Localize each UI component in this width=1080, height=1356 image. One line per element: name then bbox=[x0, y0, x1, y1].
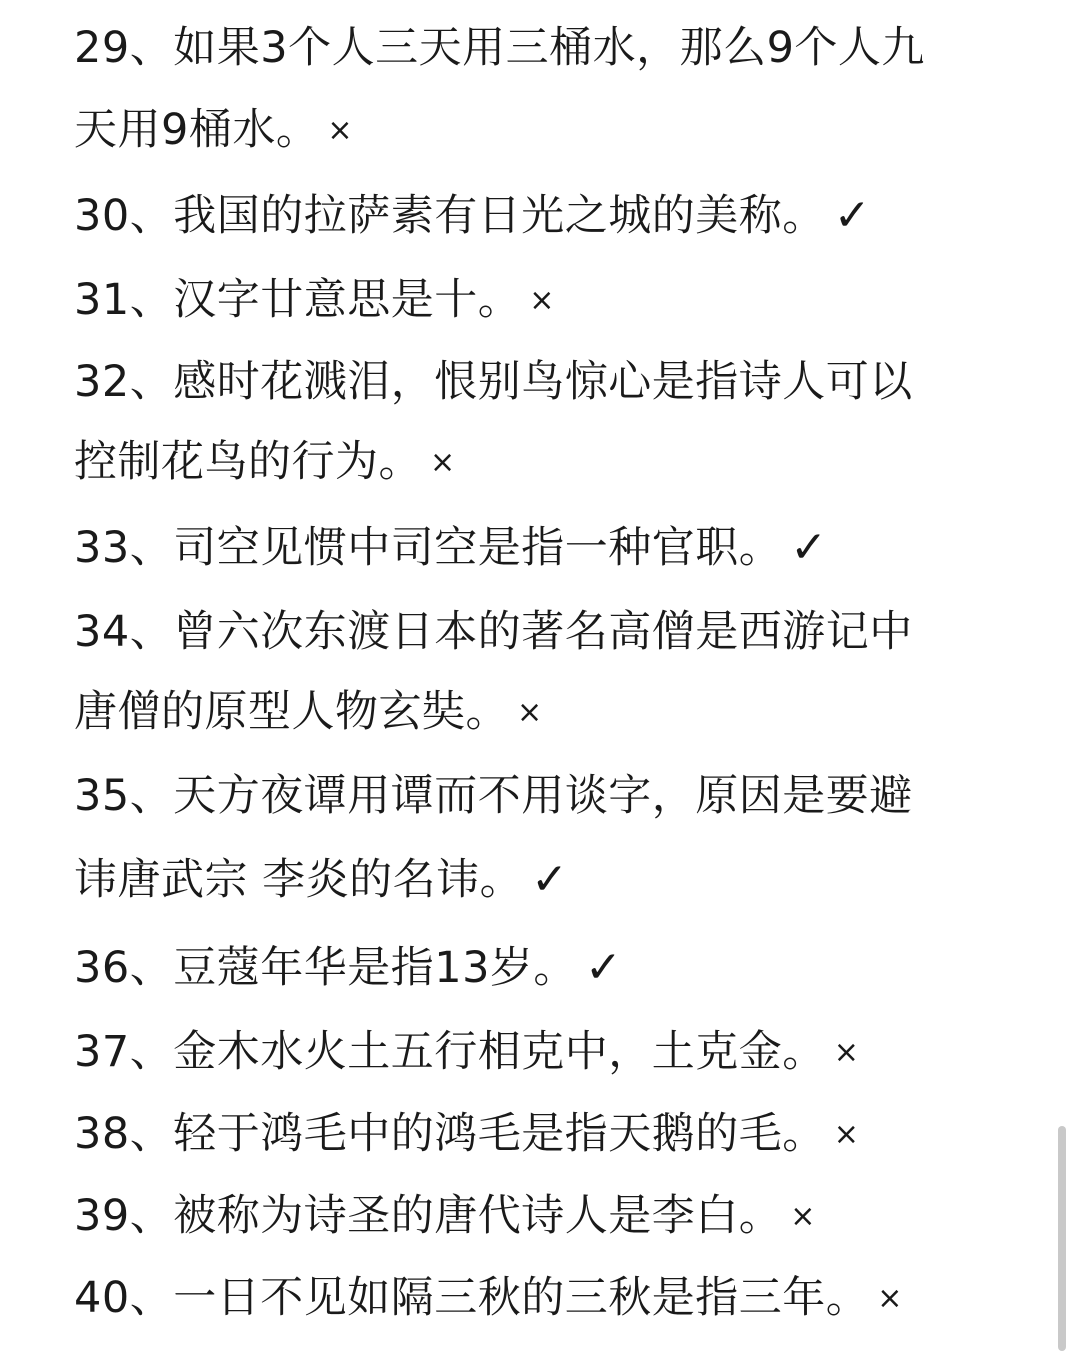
wrong-mark-icon: × bbox=[529, 283, 555, 318]
list-item-39 bbox=[74, 1186, 816, 1246]
list-item-text: 33、司空见惯中司空是指一种官职。 bbox=[74, 523, 783, 573]
list-item-text: 30、我国的拉萨素有日光之城的美称。 bbox=[74, 191, 826, 241]
wrong-mark-icon: × bbox=[833, 1117, 860, 1152]
correct-mark-icon: ✓ bbox=[531, 854, 569, 905]
list-item-36 bbox=[74, 938, 622, 998]
list-item-text: 天用9桶水。 bbox=[74, 105, 320, 155]
list-item-text: 控制花鸟的行为。 bbox=[74, 437, 422, 487]
list-item-text: 唐僧的原型人物玄奘。 bbox=[74, 687, 509, 737]
list-item-35-line-2 bbox=[74, 850, 569, 910]
list-item-text: 40、一日不见如隔三秋的三秋是指三年。 bbox=[74, 1273, 870, 1323]
list-item-29-line-1: 29、如果3个人三天用三桶水，那么9个人九 bbox=[74, 23, 925, 73]
correct-mark-icon: ✓ bbox=[790, 522, 828, 573]
wrong-mark-icon: × bbox=[430, 445, 456, 480]
list-item-30 bbox=[74, 186, 871, 246]
list-item-29-line-2 bbox=[74, 100, 353, 160]
correct-mark-icon: ✓ bbox=[833, 190, 872, 241]
scrollbar-thumb[interactable] bbox=[1058, 1126, 1066, 1351]
list-item-40 bbox=[74, 1268, 903, 1328]
list-item-38 bbox=[74, 1104, 859, 1164]
list-item-text: 36、豆蔻年华是指13岁。 bbox=[74, 943, 577, 993]
list-item-32-line-2 bbox=[74, 432, 456, 492]
list-item-text: 37、金木水火土五行相克中，土克金。 bbox=[74, 1027, 826, 1077]
wrong-mark-icon: × bbox=[877, 1281, 903, 1316]
list-item-text: 讳唐武宗 李炎的名讳。 bbox=[74, 855, 524, 905]
list-item-text: 38、轻于鸿毛中的鸿毛是指天鹅的毛。 bbox=[74, 1109, 826, 1159]
list-item-text: 31、汉字廿意思是十。 bbox=[74, 275, 522, 325]
list-item-35-line-1: 35、天方夜谭用谭而不用谈字，原因是要避 bbox=[74, 771, 913, 821]
list-item-34-line-2 bbox=[74, 682, 543, 742]
wrong-mark-icon: × bbox=[833, 1035, 860, 1070]
list-item-text: 39、被称为诗圣的唐代诗人是李白。 bbox=[74, 1191, 783, 1241]
wrong-mark-icon: × bbox=[517, 695, 543, 730]
list-item-33 bbox=[74, 518, 828, 578]
list-item-31 bbox=[74, 270, 555, 330]
list-item-32-line-1: 32、感时花溅泪，恨别鸟惊心是指诗人可以 bbox=[74, 357, 913, 407]
wrong-mark-icon: × bbox=[790, 1199, 816, 1234]
list-item-37 bbox=[74, 1022, 859, 1082]
wrong-mark-icon: × bbox=[327, 113, 353, 148]
correct-mark-icon: ✓ bbox=[584, 942, 623, 993]
list-item-34-line-1: 34、曾六次东渡日本的著名高僧是西游记中 bbox=[74, 607, 913, 657]
